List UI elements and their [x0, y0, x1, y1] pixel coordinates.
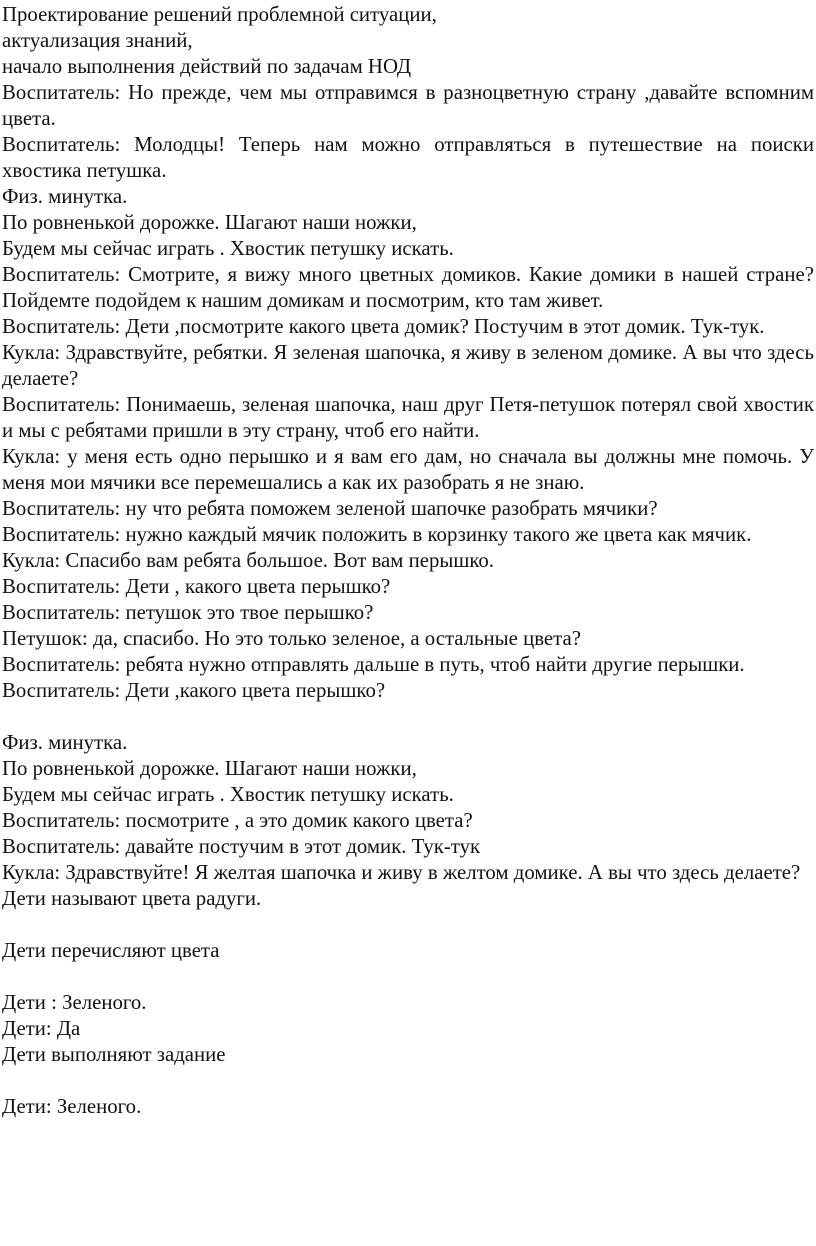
text-line: Будем мы сейчас играть . Хвостик петушку искать.: [2, 237, 454, 260]
text-line: Воспитатель: петушок это твое перышко?: [2, 601, 374, 624]
text-line: Дети: Да: [2, 1017, 81, 1040]
text-paragraph: Воспитатель: Но прежде, чем мы отправимся в разноцветную страну ,давайте вспомним цвета.: [2, 81, 814, 130]
blank-line: [2, 912, 814, 938]
text-paragraph: Кукла: Здравствуйте, ребятки. Я зеленая шапочка, я живу в зеленом домике. А вы что здесь делаете?: [2, 341, 814, 390]
text-paragraph: Воспитатель: нужно каждый мячик положить в корзинку такого же цвета как мячик.: [2, 523, 752, 546]
blank-line: [2, 704, 814, 730]
text-line: Воспитатель: ребята нужно отправлять дальше в путь, чтоб найти другие перышки.: [2, 653, 745, 676]
text-line: Кукла: Спасибо вам ребята большое. Вот вам перышко.: [2, 549, 495, 572]
text-paragraph: Кукла: у меня есть одно перышко и я вам его дам, но сначала вы должны мне помочь. У меня мои мячики все перемешались а как их разобрать я не знаю.: [2, 445, 814, 494]
text-line: Воспитатель: ну что ребята поможем зеленой шапочке разобрать мячики?: [2, 497, 658, 520]
text-line: Воспитатель: посмотрите , а это домик какого цвета?: [2, 809, 473, 832]
text-line: Воспитатель: Дети ,какого цвета перышко?: [2, 679, 386, 702]
text-line: Дети : Зеленого.: [2, 991, 147, 1014]
text-line: актуализация знаний,: [2, 29, 193, 52]
blank-line: [2, 964, 814, 990]
text-line: Петушок: да, спасибо. Но это только зеленое, а остальные цвета?: [2, 627, 581, 650]
text-paragraph: Воспитатель: Смотрите, я вижу много цветных домиков. Какие домики в нашей стране? Пойдемте подойдем к нашим домикам и посмотрим, кто там живет.: [2, 263, 814, 312]
blank-line: [2, 1068, 814, 1094]
text-line: Воспитатель: Дети , какого цвета перышко?: [2, 575, 391, 598]
text-line: Будем мы сейчас играть . Хвостик петушку искать.: [2, 783, 454, 806]
text-paragraph: Воспитатель: Понимаешь, зеленая шапочка, наш друг Петя-петушок потерял свой хвостик и мы с ребятами пришли в эту страну, чтоб его найти.: [2, 393, 814, 442]
text-line: Дети называют цвета радуги.: [2, 887, 262, 910]
text-line: По ровненькой дорожке. Шагают наши ножки,: [2, 211, 417, 234]
text-paragraph: Воспитатель: Молодцы! Теперь нам можно отправляться в путешествие на поиски хвостика петушка.: [2, 133, 814, 182]
text-line: По ровненькой дорожке. Шагают наши ножки,: [2, 757, 417, 780]
text-paragraph: Кукла: Здравствуйте! Я желтая шапочка и живу в желтом домике. А вы что здесь делаете?: [2, 861, 801, 884]
text-line: Физ. минутка.: [2, 185, 128, 208]
text-paragraph: Воспитатель: Дети ,посмотрите какого цвета домик? Постучим в этот домик. Тук-тук.: [2, 315, 765, 338]
text-line: Воспитатель: давайте постучим в этот домик. Тук-тук: [2, 835, 481, 858]
text-line: Дети выполняют задание: [2, 1043, 226, 1066]
text-line: начало выполнения действий по задачам НОД: [2, 55, 412, 78]
text-line: Проектирование решений проблемной ситуации,: [2, 3, 437, 26]
text-line: Дети перечисляют цвета: [2, 939, 220, 962]
text-line: Физ. минутка.: [2, 731, 128, 754]
text-line: Дети: Зеленого.: [2, 1095, 142, 1118]
